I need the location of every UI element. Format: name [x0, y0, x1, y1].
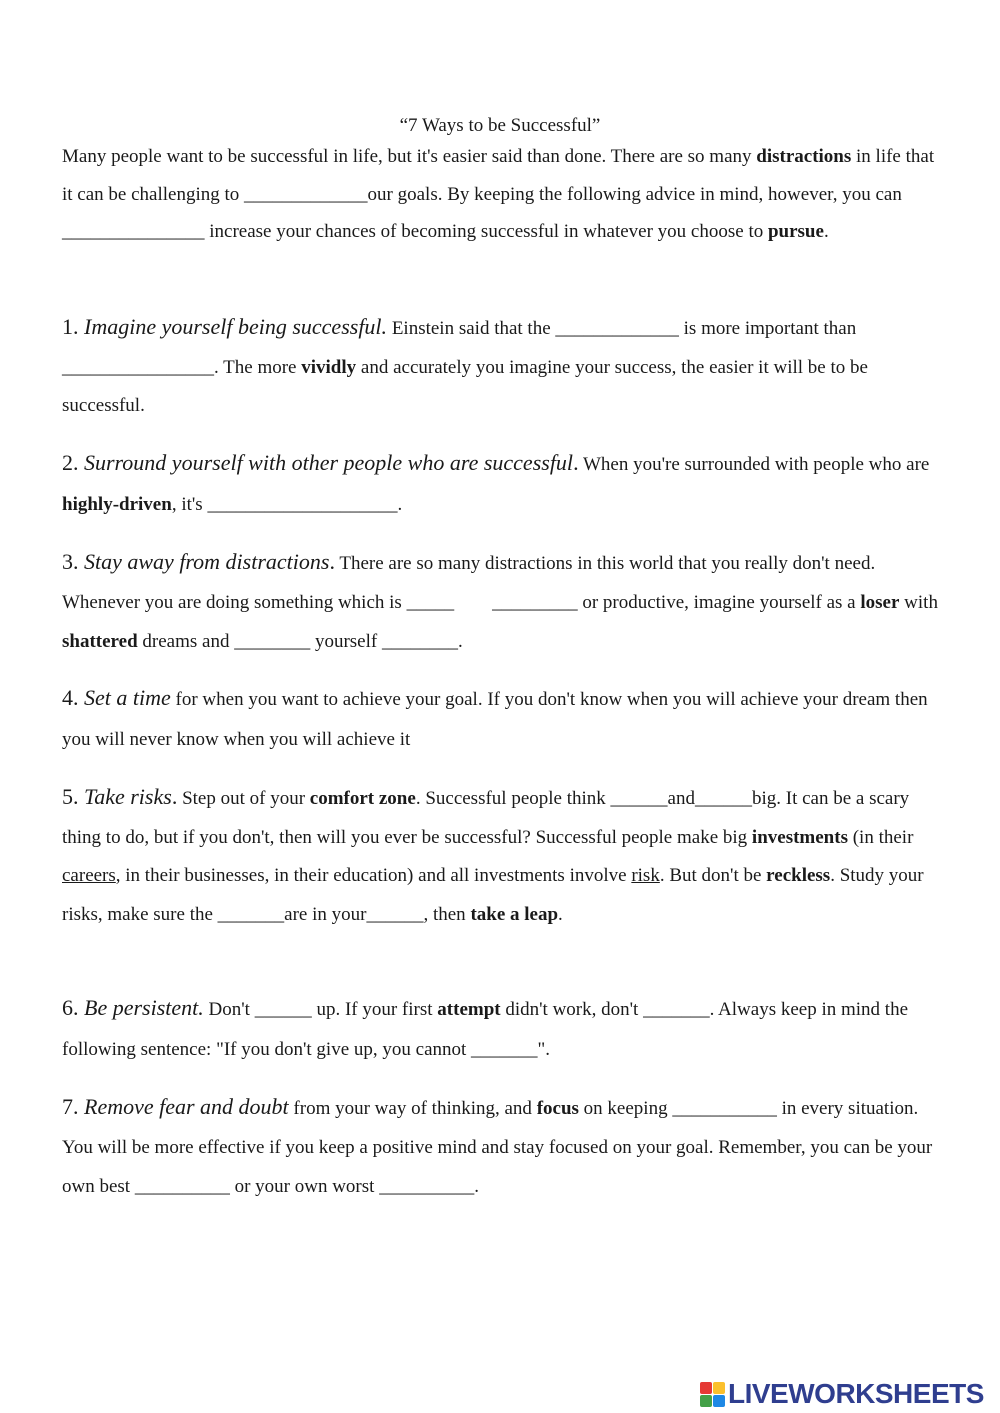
fill-blank[interactable]: ________________ [62, 356, 214, 378]
logo-square [700, 1395, 712, 1407]
item-text: ". [537, 1039, 551, 1060]
intro-text: increase your chances of becoming successful in whatever you choose to [204, 221, 768, 242]
item-number: 4. [62, 685, 84, 710]
item-text: . [558, 903, 563, 925]
heading-period: . [171, 784, 178, 809]
item-text: in every situation. You will be more effective if you keep a positive mind and stay focused on your goal. Remember, you can be your own best [62, 1098, 933, 1197]
bold-term: take a leap [470, 903, 559, 925]
fill-blank[interactable]: ______ [694, 788, 752, 809]
fill-blank[interactable]: ______ [254, 999, 312, 1020]
bold-term: focus [536, 1098, 579, 1119]
item-text: with [899, 592, 938, 613]
item-heading: Surround yourself with other people who are successful [84, 450, 574, 475]
item-heading: Set a time [84, 685, 171, 710]
logo-square [700, 1382, 712, 1394]
item-7 [62, 1087, 942, 1206]
item-text: . Study your risks, make sure the [62, 865, 924, 925]
item-text: from your way of thinking, and [288, 1098, 537, 1119]
bold-term: distractions [756, 146, 852, 167]
item-heading: Be persistent. [84, 995, 204, 1020]
item-number: 1. [62, 314, 84, 339]
fill-blank[interactable]: __________ [134, 1176, 230, 1197]
bold-term: shattered [62, 631, 138, 652]
item-text: on keeping [578, 1098, 673, 1119]
bold-term: vividly [301, 356, 357, 378]
fill-blank[interactable]: _______ [217, 903, 285, 925]
intro-paragraph [62, 138, 942, 251]
item-text: . The more [214, 356, 302, 378]
liveworksheets-watermark [700, 1376, 984, 1412]
bold-term: loser [860, 592, 900, 613]
item-text: , in their businesses, in their education) and all investments involve [115, 865, 632, 886]
item-heading: Remove fear and doubt [84, 1094, 289, 1119]
fill-blank[interactable]: ______ [366, 903, 424, 925]
item-text: is more important than [678, 318, 857, 339]
intro-text: our goals. By keeping the following advice in mind, however, you can [367, 183, 902, 205]
fill-blank[interactable]: ___________ [672, 1098, 777, 1119]
fill-blank[interactable]: ________ [381, 631, 458, 652]
item-text: didn't work, don't [500, 999, 644, 1020]
bold-term: pursue [767, 221, 824, 242]
item-text: There are so many distractions in this world that you really don't need. Whenever you are doing something which is [62, 553, 876, 613]
item-text: When you're surrounded with people who are [578, 454, 930, 475]
bold-term: reckless [766, 865, 831, 886]
item-number: 3. [62, 549, 84, 574]
fill-blank[interactable]: _____________ [244, 183, 368, 205]
item-number: 2. [62, 450, 84, 475]
item-text: Don't [203, 999, 255, 1020]
item-text: , then [423, 903, 471, 925]
heading-period: . [573, 450, 579, 475]
fill-blank[interactable]: _______ [643, 999, 710, 1020]
item-text: and accurately you imagine your success, the easier it will be to be successful. [62, 356, 868, 416]
item-text: . But don't be [659, 865, 767, 886]
fill-blank[interactable]: _____ _________ [406, 592, 578, 613]
liveworksheets-logo-icon [700, 1382, 725, 1407]
logo-square [713, 1382, 725, 1394]
item-number: 5. [62, 784, 84, 809]
intro-text: Many people want to be successful in life, but it's easier said than done. There are so many [62, 146, 757, 167]
item-text: big. It can be a scary thing to do, but if you don't, then will you ever be successful? Successful people make big [62, 788, 910, 848]
item-text: are in your [284, 903, 367, 925]
fill-blank[interactable]: ________ [234, 631, 311, 652]
fill-blank[interactable]: _______ [471, 1039, 538, 1060]
bold-term: comfort zone [309, 788, 416, 809]
item-text: or your own worst [229, 1176, 380, 1197]
item-2 [62, 443, 942, 525]
item-number: 6. [62, 995, 84, 1020]
fill-blank[interactable]: _______________ [62, 221, 205, 242]
item-text: up. If your first [311, 999, 438, 1020]
item-4 [62, 678, 942, 760]
item-text: . Successful people think [415, 788, 611, 809]
item-text: . [397, 494, 403, 515]
item-1 [62, 308, 942, 426]
item-heading: Stay away from distractions [84, 549, 330, 574]
item-text: yourself [310, 631, 382, 652]
item-heading: Imagine yourself being successful. [84, 314, 388, 339]
underlined-term: careers [62, 865, 116, 886]
fill-blank[interactable]: ____________________ [207, 494, 398, 515]
item-text: or productive, imagine yourself as a [577, 592, 861, 613]
fill-blank[interactable]: __________ [379, 1176, 475, 1197]
item-text: dreams and [137, 631, 235, 652]
bold-term: highly-driven [62, 494, 172, 515]
bold-term: investments [751, 826, 848, 848]
item-text: (in their [847, 826, 914, 848]
item-text: . Always keep in mind the following sentence: "If you don't give up, you cannot [62, 999, 909, 1060]
worksheet-title: “7 Ways to be Successful” [399, 115, 601, 136]
item-3 [62, 542, 942, 661]
item-text: Einstein said that the [387, 318, 556, 339]
intro-text: in life that it can be challenging to [62, 146, 935, 205]
item-text: , it's [171, 494, 208, 515]
underlined-term: risk [631, 865, 660, 886]
liveworksheets-wordmark: LIVEWORKSHEETS [728, 1378, 984, 1409]
item-text: . [474, 1176, 479, 1197]
fill-blank[interactable]: ______ [610, 788, 668, 809]
intro-text: . [823, 221, 829, 242]
item-text: Step out of your [177, 788, 310, 809]
item-text: . [457, 631, 463, 652]
fill-blank[interactable]: _____________ [555, 318, 679, 339]
bold-term: attempt [437, 999, 501, 1020]
logo-square [713, 1395, 725, 1407]
item-6 [62, 988, 942, 1070]
heading-period: . [329, 549, 335, 574]
item-heading: Take risks [84, 784, 172, 809]
item-text: and [667, 788, 695, 809]
item-text: for when you want to achieve your goal. If you don't know when you will achieve your dream then you will never know when you will achieve it [62, 689, 928, 750]
item-5 [62, 778, 942, 934]
item-number: 7. [62, 1094, 84, 1119]
